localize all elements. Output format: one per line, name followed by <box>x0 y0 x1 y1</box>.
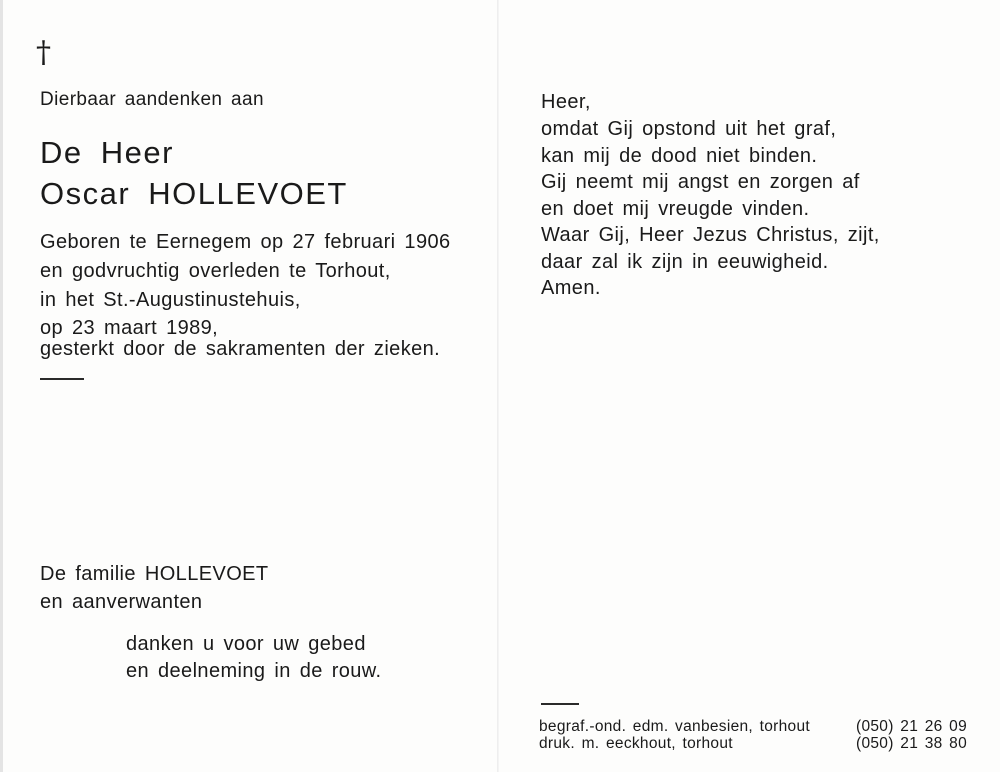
card-edge <box>0 0 3 772</box>
prayer-line: Amen. <box>541 277 601 299</box>
divider <box>541 703 579 705</box>
prayer-line: Gij neemt mij angst en zorgen af <box>541 171 860 193</box>
credit-phone: (050) 21 38 80 <box>856 735 968 752</box>
intro-text: Dierbaar aandenken aan <box>40 89 264 110</box>
cross-icon: † <box>36 35 51 70</box>
family-line: en aanverwanten <box>40 591 203 613</box>
prayer-line: omdat Gij opstond uit het graf, <box>541 118 837 140</box>
thanks-line: en deelneming in de rouw. <box>126 660 382 682</box>
family-line: De familie HOLLEVOET <box>40 563 269 585</box>
bio-line: en godvruchtig overleden te Torhout, <box>40 260 391 282</box>
prayer-line: Heer, <box>541 91 591 113</box>
bio-line: in het St.-Augustinustehuis, <box>40 289 301 311</box>
prayer-line: en doet mij vreugde vinden. <box>541 198 810 220</box>
prayer-line: daar zal ik zijn in eeuwigheid. <box>541 251 829 273</box>
bio-line: op 23 maart 1989, <box>40 317 219 339</box>
deceased-name: Oscar HOLLEVOET <box>40 176 348 211</box>
bio-line: Geboren te Eernegem op 27 februari 1906 <box>40 231 451 253</box>
credit-phone: (050) 21 26 09 <box>856 718 968 735</box>
salutation: De Heer <box>40 135 174 170</box>
bio-line: gesterkt door de sakramenten der zieken. <box>40 338 441 360</box>
divider <box>40 378 84 380</box>
thanks-line: danken u voor uw gebed <box>126 633 366 655</box>
credit-label: begraf.-ond. edm. vanbesien, torhout <box>539 718 810 735</box>
credit-label: druk. m. eeckhout, torhout <box>539 735 733 752</box>
prayer-line: kan mij de dood niet binden. <box>541 145 818 167</box>
prayer-line: Waar Gij, Heer Jezus Christus, zijt, <box>541 224 880 246</box>
card-fold-line <box>497 0 499 772</box>
